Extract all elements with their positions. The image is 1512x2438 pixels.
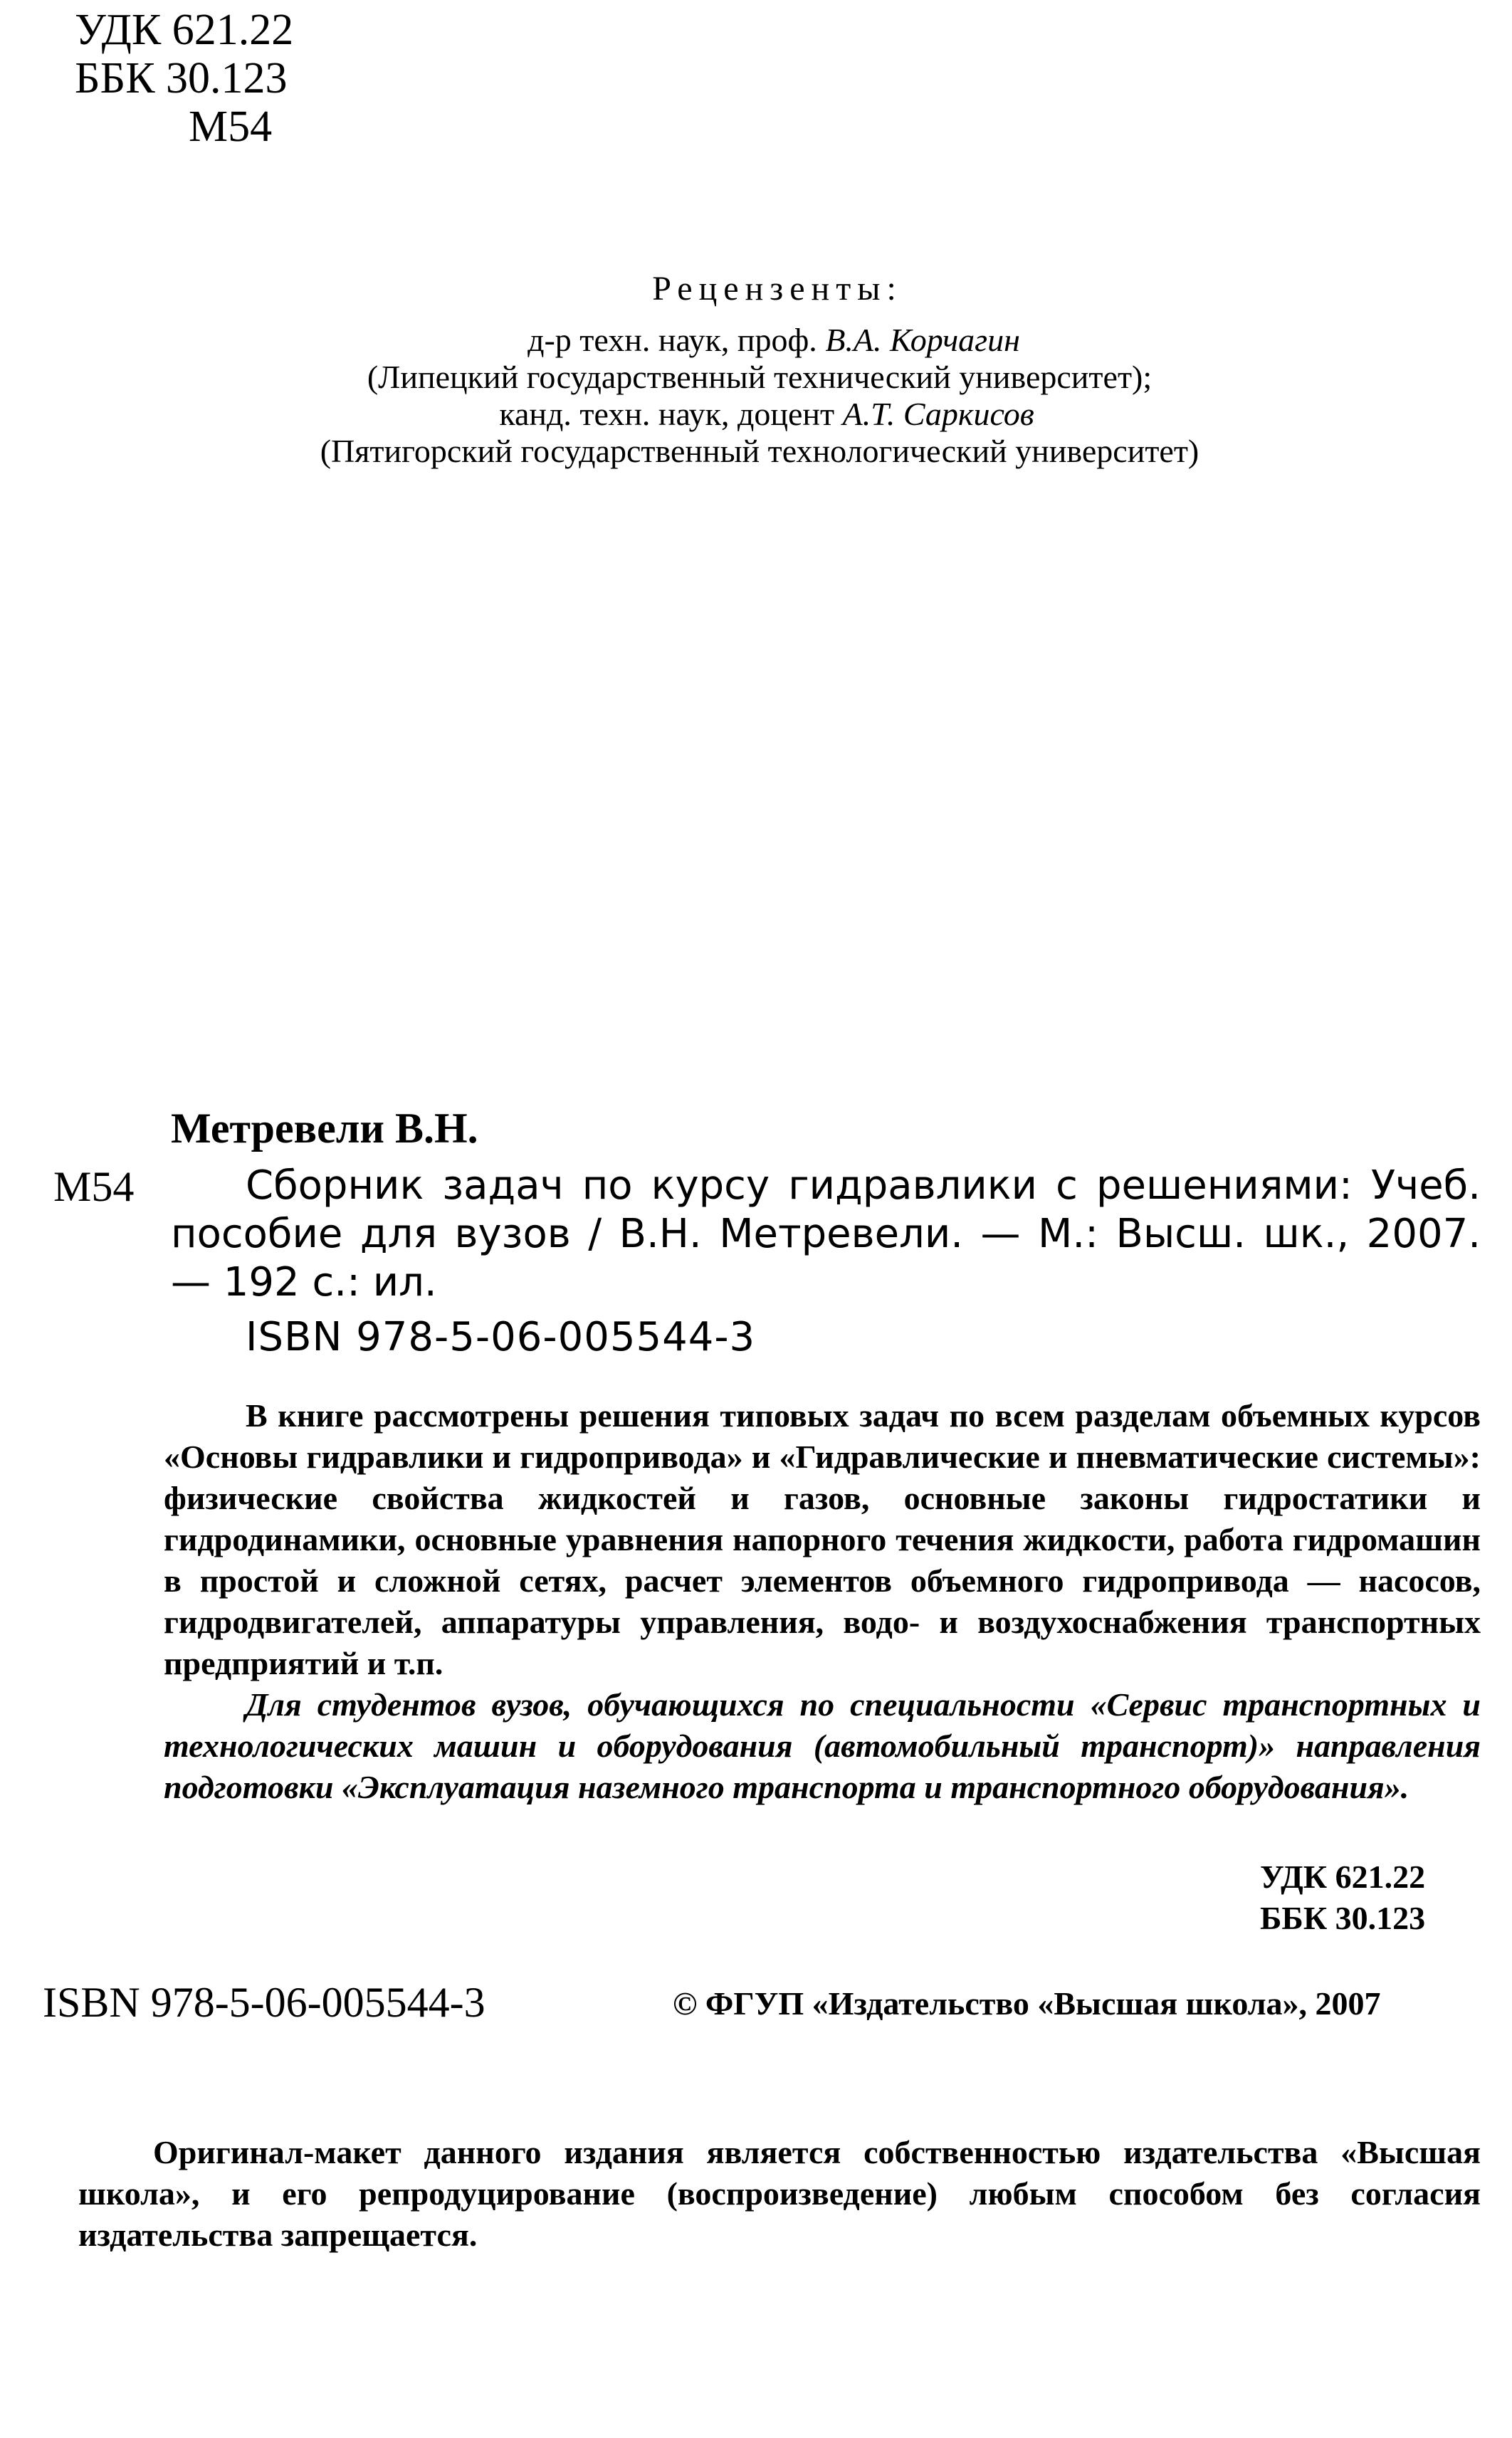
reviewer-1-degree: д-р техн. наук, проф.	[527, 322, 826, 358]
record-description	[171, 1162, 1481, 1307]
copyright-note	[78, 2132, 1481, 2256]
author-mark: М54	[189, 103, 273, 151]
copyright-note-text: Оригинал-макет данного издания является собственностью издательства «Высшая школа», и его репродуцирование (воспроизведение) любым способом без согласия издательства запрещается.	[78, 2134, 1481, 2253]
bottom-bbk-code: ББК 30.123	[1260, 1900, 1426, 1936]
reviewer-2	[0, 396, 1512, 433]
reviewers-heading: Рецензенты:	[652, 270, 903, 308]
udk-code: УДК 621.22	[75, 6, 294, 54]
record-mark: М54	[53, 1163, 135, 1210]
annotation-audience: Для студентов вузов, обучающихся по специальности «Сервис транспортных и технологических машин и оборудования (автомобильный транспорт)» направления подготовки «Эксплуатация наземного транспорта и транспортного оборудования».	[164, 1686, 1481, 1805]
record-isbn: ISBN 978-5-06-005544-3	[246, 1314, 756, 1360]
copyright-notice: © ФГУП «Издательство «Высшая школа», 2007	[673, 1985, 1381, 2022]
imprint-isbn: ISBN 978-5-06-005544-3	[43, 1979, 485, 2026]
record-author: Метревели В.Н.	[171, 1105, 478, 1152]
top-classification-codes	[75, 6, 293, 151]
record-description-text: Сборник задач по курсу гидравлики с решениями: Учеб. пособие для вузов / В.Н. Метревели. — М.: Высш. шк., 2007. — 192 с.: ил.	[171, 1162, 1481, 1305]
bbk-code: ББК 30.123	[75, 54, 288, 103]
bottom-udk-code: УДК 621.22	[1260, 1859, 1426, 1895]
reviewer-2-degree: канд. техн. наук, доцент	[499, 396, 843, 432]
reviewer-1-org: (Липецкий государственный технический университет);	[367, 359, 1153, 395]
bottom-classification-codes	[1260, 1856, 1425, 1939]
reviewer-2-org: (Пятигорский государственный технологический университет)	[320, 433, 1199, 469]
annotation-paragraph: В книге рассмотрены решения типовых задач по всем разделам объемных курсов «Основы гидравлики и гидропривода» и «Гидравлические и пневматические системы»: физические свойства жидкостей и газов, основные законы гидростатики и гидродинамики, основные уравнения напорного течения жидкости, работа гидромашин в простой и сложной сетях, расчет элементов объемного гидропривода — насосов, гидродвигателей, аппаратуры управления, водо- и воздухоснабжения транспортных предприятий и т.п.	[164, 1397, 1481, 1681]
reviewer-1-name: В.А. Корчагин	[825, 322, 1020, 358]
annotation	[164, 1395, 1481, 1808]
reviewer-1	[0, 322, 1512, 359]
reviewer-2-name: А.Т. Саркисов	[842, 396, 1034, 432]
reviewers-block	[0, 270, 1512, 470]
